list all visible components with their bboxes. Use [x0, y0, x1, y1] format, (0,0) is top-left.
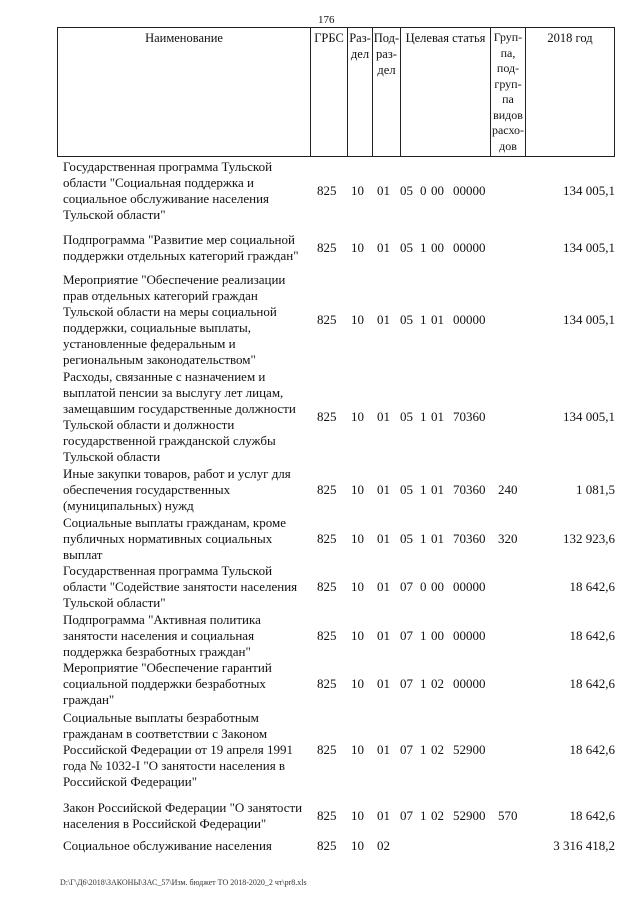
cell-target-part: 01 — [431, 409, 444, 424]
cell-target-part: 52900 — [453, 808, 486, 823]
cell-target-part: 01 — [431, 482, 444, 497]
cell-grbs: 825 — [317, 628, 337, 643]
cell-target-part: 00 — [431, 183, 444, 198]
cell-podrazdel: 01 — [377, 808, 390, 823]
row-name-line: поддержки, социальные выплаты, — [63, 320, 251, 335]
row-name-line: Иные закупки товаров, работ и услуг для — [63, 466, 291, 481]
header-target-label: Целевая статья — [405, 31, 486, 45]
cell-target-part: 1 — [420, 312, 427, 327]
cell-podrazdel: 01 — [377, 240, 390, 255]
cell-group: 240 — [498, 482, 518, 497]
cell-razdel: 10 — [351, 482, 364, 497]
cell-target-part: 07 — [400, 676, 413, 691]
row-name-line: выплат — [63, 547, 103, 562]
row-name-line: поддержки отдельных категорий граждан" — [63, 248, 299, 263]
row-name-line: гражданам в соответствии с Законом — [63, 726, 268, 741]
cell-target-part: 1 — [420, 482, 427, 497]
cell-target-part: 00000 — [453, 312, 486, 327]
row-name-line: Тульской области" — [63, 207, 166, 222]
cell-grbs: 825 — [317, 742, 337, 757]
cell-target-part: 1 — [420, 676, 427, 691]
cell-target-part: 05 — [400, 312, 413, 327]
cell-target-part: 1 — [420, 531, 427, 546]
cell-podrazdel: 01 — [377, 676, 390, 691]
cell-amount: 134 005,1 — [563, 409, 615, 424]
header-group-line: дов — [499, 138, 517, 153]
cell-target-part: 00000 — [453, 240, 486, 255]
row-name-line: года № 1032-I "О занятости населения в — [63, 758, 286, 773]
table-header — [57, 27, 615, 157]
row-name-line: Российской Федерации" — [63, 774, 198, 789]
header-group-line: па — [502, 92, 514, 106]
cell-grbs: 825 — [317, 579, 337, 594]
row-name — [63, 466, 303, 514]
footer-path: D:\Г\Д6\2018\ЗАКОНЫ\ЗАС_57\Изм. бюджет ТО 2018-2020_2 чт\pr8.xls — [60, 878, 307, 887]
cell-grbs: 825 — [317, 183, 337, 198]
header-grbs-label: ГРБС — [314, 31, 344, 45]
cell-grbs: 825 — [317, 676, 337, 691]
row-name-line: Государственная программа Тульской — [63, 563, 273, 578]
cell-razdel: 10 — [351, 808, 364, 823]
cell-razdel: 10 — [351, 579, 364, 594]
cell-razdel: 10 — [351, 312, 364, 327]
cell-target-part: 00 — [431, 628, 444, 643]
cell-amount: 1 081,5 — [576, 482, 615, 497]
row-name-line: Тульской области на меры социальной — [63, 304, 277, 319]
row-name — [63, 800, 303, 832]
cell-target-part: 52900 — [453, 742, 486, 757]
cell-razdel: 10 — [351, 838, 364, 853]
cell-podrazdel: 01 — [377, 482, 390, 497]
row-name — [63, 838, 303, 854]
header-razdel-line: дел — [350, 47, 370, 61]
cell-amount: 134 005,1 — [563, 240, 615, 255]
row-name-line: Российской Федерации от 19 апреля 1991 — [63, 742, 294, 757]
cell-target-part: 1 — [420, 628, 427, 643]
cell-target-part: 0 — [420, 579, 427, 594]
cell-razdel: 10 — [351, 628, 364, 643]
header-name — [58, 28, 310, 156]
cell-amount: 18 642,6 — [569, 742, 615, 757]
row-name-line: социальное обслуживание населения — [63, 191, 270, 206]
row-name-line: занятости населения и социальная — [63, 628, 255, 643]
row-name-line: Тульской области и должности — [63, 417, 235, 432]
cell-target-part: 00000 — [453, 676, 486, 691]
header-group-line: па, — [500, 45, 516, 60]
page-number: 176 — [318, 14, 335, 26]
row-name — [63, 232, 303, 264]
cell-amount: 132 923,6 — [563, 531, 615, 546]
cell-target-part: 07 — [400, 579, 413, 594]
header-year — [525, 28, 614, 156]
header-year-label: 2018 год — [547, 31, 593, 45]
cell-grbs: 825 — [317, 409, 337, 424]
cell-podrazdel: 01 — [377, 183, 390, 198]
header-podrazdel-line: дел — [377, 63, 396, 77]
cell-target-part: 02 — [431, 808, 444, 823]
cell-razdel: 10 — [351, 409, 364, 424]
row-name-line: Мероприятие "Обеспечение реализации — [63, 272, 286, 287]
cell-razdel: 10 — [351, 240, 364, 255]
row-name — [63, 612, 303, 660]
row-name — [63, 660, 303, 708]
row-name-line: поддержка безработных граждан" — [63, 644, 251, 659]
cell-razdel: 10 — [351, 742, 364, 757]
cell-podrazdel: 01 — [377, 409, 390, 424]
cell-amount: 18 642,6 — [569, 676, 615, 691]
cell-target-part: 00000 — [453, 628, 486, 643]
cell-amount: 18 642,6 — [569, 808, 615, 823]
cell-target-part: 02 — [431, 676, 444, 691]
row-name-line: Тульской области — [63, 449, 161, 464]
cell-target-part: 00000 — [453, 579, 486, 594]
cell-grbs: 825 — [317, 240, 337, 255]
cell-target-part: 00000 — [453, 183, 486, 198]
row-name-line: населения в Российской Федерации" — [63, 816, 267, 831]
cell-target-part: 05 — [400, 482, 413, 497]
row-name — [63, 159, 303, 223]
row-name-line: прав отдельных категорий граждан — [63, 288, 258, 303]
row-name — [63, 369, 303, 465]
header-group-line: под- — [496, 61, 520, 75]
row-name-line: государственной гражданской службы — [63, 433, 276, 448]
cell-grbs: 825 — [317, 312, 337, 327]
row-name-line: Социальные выплаты гражданам, кроме — [63, 515, 286, 530]
cell-grbs: 825 — [317, 838, 337, 853]
cell-podrazdel: 02 — [377, 838, 390, 853]
row-name-line: публичных нормативных социальных — [63, 531, 273, 546]
cell-target-part: 01 — [431, 531, 444, 546]
header-name-label: Наименование — [145, 31, 223, 45]
cell-target-part: 70360 — [453, 531, 486, 546]
cell-target-part: 02 — [431, 742, 444, 757]
header-group-line: видов — [493, 107, 523, 122]
header-podrazdel-line: раз- — [376, 47, 397, 61]
row-name-line: Мероприятие "Обеспечение гарантий — [63, 660, 272, 675]
row-name-line: области "Содействие занятости населения — [63, 579, 298, 594]
cell-target-part: 0 — [420, 183, 427, 198]
cell-amount: 18 642,6 — [569, 628, 615, 643]
row-name — [63, 563, 303, 611]
cell-amount: 18 642,6 — [569, 579, 615, 594]
header-group — [490, 28, 525, 156]
cell-podrazdel: 01 — [377, 628, 390, 643]
cell-target-part: 1 — [420, 240, 427, 255]
row-name-line: Тульской области" — [63, 595, 166, 610]
cell-target-part: 07 — [400, 628, 413, 643]
row-name-line: установленные федеральным и — [63, 336, 236, 351]
row-name-line: Социальные выплаты безработным — [63, 710, 259, 725]
row-name-line: (муниципальных) нужд — [63, 498, 194, 513]
cell-target-part: 70360 — [453, 482, 486, 497]
header-razdel-line: Раз- — [349, 31, 371, 45]
row-name — [63, 272, 303, 368]
cell-target-part: 70360 — [453, 409, 486, 424]
row-name-line: социальной поддержки безработных — [63, 676, 266, 691]
row-name-line: области "Социальная поддержка и — [63, 175, 255, 190]
cell-podrazdel: 01 — [377, 531, 390, 546]
row-name-line: Подпрограмма "Активная политика — [63, 612, 261, 627]
row-name-line: выплатой пенсии за выслугу лет лицам, — [63, 385, 284, 400]
cell-target-part: 1 — [420, 742, 427, 757]
row-name-line: замещавшим государственные должности — [63, 401, 296, 416]
cell-amount: 134 005,1 — [563, 183, 615, 198]
row-name — [63, 710, 303, 790]
cell-razdel: 10 — [351, 531, 364, 546]
row-name-line: Социальное обслуживание населения — [63, 838, 272, 853]
cell-target-part: 01 — [431, 312, 444, 327]
row-name-line: Подпрограмма "Развитие мер социальной — [63, 232, 295, 247]
row-name — [63, 515, 303, 563]
header-podrazdel-line: Под- — [373, 31, 400, 45]
header-group-line: Груп- — [493, 30, 523, 44]
header-podrazdel — [372, 28, 400, 156]
cell-target-part: 07 — [400, 808, 413, 823]
cell-target-part: 00 — [431, 240, 444, 255]
cell-target-part: 00 — [431, 579, 444, 594]
cell-target-part: 05 — [400, 531, 413, 546]
cell-razdel: 10 — [351, 183, 364, 198]
cell-podrazdel: 01 — [377, 742, 390, 757]
cell-razdel: 10 — [351, 676, 364, 691]
cell-group: 320 — [498, 531, 518, 546]
row-name-line: Государственная программа Тульской — [63, 159, 273, 174]
cell-grbs: 825 — [317, 531, 337, 546]
cell-amount: 3 316 418,2 — [553, 838, 615, 853]
cell-target-part: 1 — [420, 808, 427, 823]
row-name-line: обеспечения государственных — [63, 482, 231, 497]
cell-podrazdel: 01 — [377, 579, 390, 594]
header-grbs — [310, 28, 347, 156]
header-target — [400, 28, 490, 156]
row-name-line: Закон Российской Федерации "О занятости — [63, 800, 303, 815]
header-group-line: груп- — [494, 76, 522, 91]
cell-target-part: 05 — [400, 240, 413, 255]
row-name-line: региональным законодательством" — [63, 352, 256, 367]
cell-grbs: 825 — [317, 808, 337, 823]
cell-amount: 134 005,1 — [563, 312, 615, 327]
cell-target-part: 1 — [420, 409, 427, 424]
cell-group: 570 — [498, 808, 518, 823]
row-name-line: Расходы, связанные с назначением и — [63, 369, 266, 384]
cell-target-part: 05 — [400, 183, 413, 198]
row-name-line: граждан" — [63, 692, 115, 707]
cell-target-part: 05 — [400, 409, 413, 424]
header-razdel — [347, 28, 372, 156]
cell-podrazdel: 01 — [377, 312, 390, 327]
cell-grbs: 825 — [317, 482, 337, 497]
cell-target-part: 07 — [400, 742, 413, 757]
header-group-line: расхо- — [491, 123, 525, 137]
